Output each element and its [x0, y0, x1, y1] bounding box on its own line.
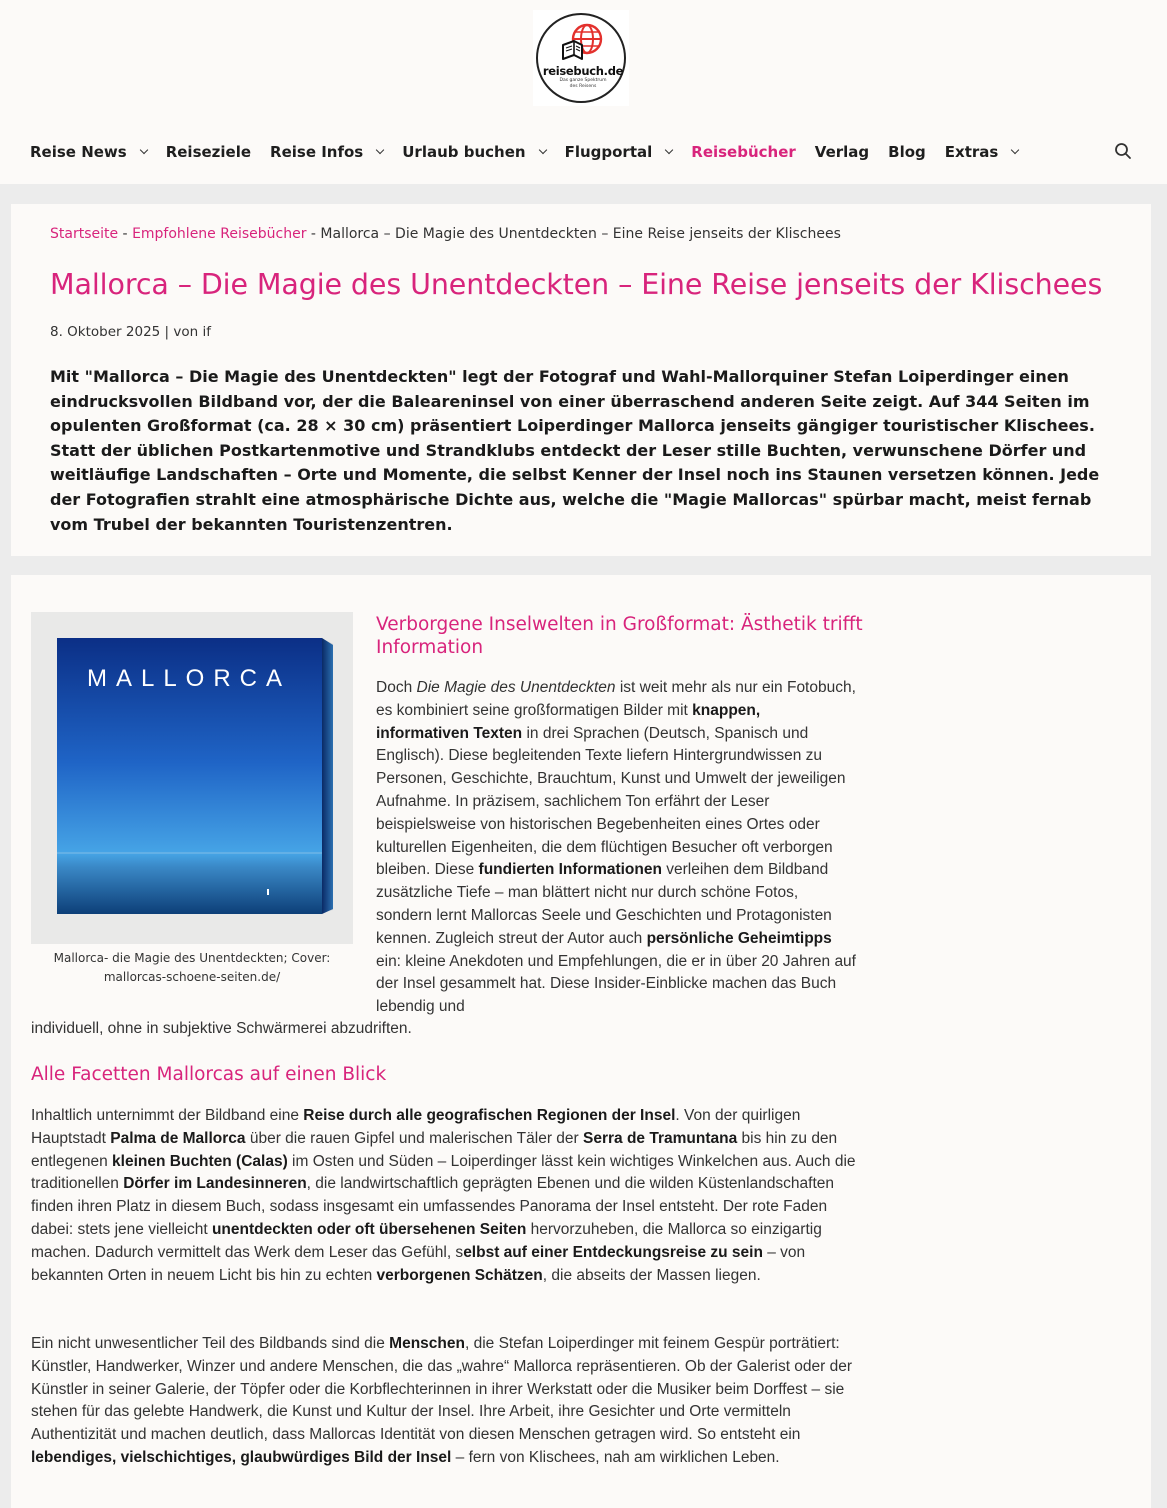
caption-line1: Mallorca- die Magie des Unentdeckten; Cover: — [53, 951, 331, 965]
text-run-bold: unentdeckten oder oft übersehenen Seiten — [211, 1220, 527, 1238]
article-author[interactable]: if — [202, 324, 211, 340]
breadcrumb-current: Mallorca – Die Magie des Unentdeckten – Eine Reise jenseits der Klischees — [320, 226, 841, 242]
text-run: , die abseits der Massen liegen. — [542, 1266, 761, 1284]
section1-paragraph — [376, 677, 856, 1019]
breadcrumb-separator: - — [118, 226, 133, 242]
nav-item-flugportal[interactable] — [565, 143, 673, 161]
nav-label: Urlaub buchen — [402, 143, 526, 161]
text-run-bold: Serra de Tramuntana — [583, 1129, 738, 1147]
logo-tagline — [538, 78, 628, 89]
text-run-bold: Dörfer im Landesinneren — [123, 1175, 307, 1193]
chevron-down-icon[interactable] — [665, 146, 673, 154]
figure-caption — [31, 949, 353, 987]
nav-item-reise-news[interactable] — [30, 143, 147, 161]
nav-item-reiseziele[interactable] — [166, 143, 251, 161]
book-cover-figure — [31, 612, 353, 944]
breadcrumb — [50, 226, 841, 242]
text-run-bold: elbst auf einer Entdeckungsreise zu sein — [463, 1243, 763, 1261]
text-run: – von bekannten Orten in neuem Licht bis hin zu echten — [31, 1243, 806, 1284]
section2-paragraph-1 — [31, 1105, 861, 1287]
text-run: , die Stefan Loiperdinger mit feinem Gespür porträtiert: Künstler, Handwerker, Winzer und andere Menschen, die das „wahre“ Mallorca repräsentieren. Ob der Galerist oder der Künstler in seiner Galerie, der Töpfer oder die Korbflechterinnen in ihrer Werkstatt oder die Musiker beim Dorffest – sie stehen für das gelebte Handwerk, die Kunst und Kultur der Insel. Ihre Arbeit, ihre Gesichter und Orte vermitteln Authentizität und machen deutlich, dass Mallorcas Identität von diesen Menschen getragen wird. So entsteht ein — [31, 1335, 853, 1444]
nav-item-reise-infos[interactable] — [270, 143, 383, 161]
article-lead: Mit "Mallorca – Die Magie des Unentdeckten" legt der Fotograf und Wahl-Mallorquiner Stefan Loiperdinger einen eindrucksvollen Bildband vor, der die Baleareninsel von einer überraschend anderen Seite zeigt. Auf 344 Seiten im opulenten Großformat (ca. 28 × 30 cm) präsentiert Loiperdinger Mallorca jenseits gängiger touristischer Klischees. Statt der üblichen Postkartenmotive und Strandklubs entdeckt der Leser stille Buchten, verwunschene Dörfer und weitläufige Landschaften – Orte und Momente, die selbst Kenner der Insel noch ins Staunen versetzen können. Jede der Fotografien strahlt eine atmosphärische Dichte aus, welche die "Magie Mallorcas" spürbar macht, meist fernab vom Trubel der bekannten Touristenzentren. — [50, 367, 1100, 534]
text-run: – fern von Klischees, nah am wirklichen Leben. — [451, 1448, 780, 1466]
text-run-bold: verborgenen Schätzen — [376, 1266, 543, 1284]
article-date: 8. Oktober 2025 — [50, 324, 161, 340]
logo-name: reisebuch.de — [542, 64, 624, 78]
text-run-italic: Die Magie des Unentdeckten — [416, 679, 616, 696]
caption-line2: mallorcas-schoene-seiten.de/ — [103, 970, 281, 984]
text-run: Inhaltlich unternimmt der Bildband eine — [31, 1107, 304, 1124]
text-run: ein: kleine Anekdoten und Empfehlungen, die er in über 20 Jahren auf der Insel gesammelt hat. Diese Insider-Einblicke machen das Buch lebendig und — [376, 952, 856, 1016]
text-run: verleihen dem Bildband zusätzliche Tiefe – man blättert nicht nur durch schöne Fotos, sondern lernt Mallorcas Seele und Geschichten und Protagonisten kennen. Zugleich streut der Autor auch — [376, 861, 832, 947]
nav-label: Verlag — [814, 143, 870, 161]
section-heading-facetten: Alle Facetten Mallorcas auf einen Blick — [31, 1064, 387, 1085]
text-run-bold: Palma de Mallorca — [110, 1129, 246, 1147]
text-run: im Osten und Süden – Loiperdinger lässt kein wichtiges Winkelchen aus. Auch die traditionellen — [31, 1152, 856, 1193]
nav-label: Reiseziele — [165, 143, 252, 161]
nav-item-urlaub-buchen[interactable] — [402, 143, 545, 161]
breadcrumb-category-link[interactable]: Empfohlene Reisebücher — [132, 226, 307, 242]
chevron-down-icon[interactable] — [538, 146, 546, 154]
globe-book-icon — [560, 23, 606, 63]
logo-tagline-line2: des Reisens — [569, 83, 597, 89]
text-run: . Von der quirligen Hauptstadt — [31, 1107, 801, 1147]
section-heading-inselwelten: Verborgene Inselwelten in Großformat: Ästhetik trifft Information — [376, 614, 863, 658]
section2-paragraph-2 — [31, 1333, 861, 1470]
text-run-bold: persönliche Geheimtipps — [646, 929, 832, 947]
section1-paragraph-end: individuell, ohne in subjektive Schwärmerei abzudriften. — [31, 1020, 412, 1037]
search-icon[interactable] — [1114, 142, 1132, 160]
main-navigation — [30, 142, 1037, 162]
text-run-bold: Reise durch alle geografischen Regionen der Insel — [303, 1107, 676, 1124]
text-run: Ein nicht unwesentlicher Teil des Bildbands sind die — [31, 1335, 390, 1352]
text-run-bold: Menschen — [389, 1335, 465, 1352]
text-run: über die rauen Gipfel und malerischen Täler der — [245, 1129, 584, 1147]
text-run: ist weit mehr als nur ein Fotobuch, es kombiniert seine großformatigen Bilder mit — [376, 679, 856, 719]
logo-tagline-line1: Das ganze Spektrum — [559, 78, 607, 83]
nav-item-verlag[interactable] — [815, 143, 869, 161]
text-run-bold: lebendiges, vielschichtiges, glaubwürdiges Bild der Insel — [31, 1448, 452, 1466]
breadcrumb-home-link[interactable]: Startseite — [50, 226, 119, 242]
site-logo[interactable] — [533, 10, 629, 106]
nav-label: Extras — [944, 143, 999, 161]
text-run: bis hin zu den entlegenen — [31, 1129, 838, 1170]
text-run: in drei Sprachen (Deutsch, Spanisch und Englisch). Diese begleitenden Texte liefern Hintergrundwissen zu Personen, Geschichte, Brauchtum, Kunst und Umwelt der jeweiligen Aufnahme. In präzisem, sachlichem Ton erfährt der Leser beispielsweise von historischen Begebenheiten eines Ortes oder kulturellen Eigenheiten, die dem flüchtigen Besucher oft verborgen bleiben. Diese — [376, 724, 846, 879]
book-cover-title: MALLORCA — [86, 665, 292, 692]
logo-badge — [536, 13, 626, 103]
nav-label: Reise Infos — [270, 143, 364, 161]
nav-item-extras[interactable] — [945, 143, 1019, 161]
meta-separator: | von — [160, 324, 203, 340]
chevron-down-icon[interactable] — [139, 146, 147, 154]
text-run-bold: kleinen Buchten (Calas) — [112, 1152, 288, 1170]
text-run: hervorzuheben, die Mallorca so einzigartig machen. Dadurch vermittelt das Werk dem Leser das Gefühl, s — [31, 1220, 822, 1261]
article-header-card — [11, 204, 1151, 556]
text-run: , die landwirtschaftlich geprägten Ebenen und die wilden Küstenlandschaften finden ihren Platz in diesem Buch, sodass insgesamt ein umfassendes Panorama der Insel entsteht. Der rote Faden dabei: stets jene vielleicht — [31, 1175, 835, 1238]
nav-label: Reisebücher — [691, 143, 796, 161]
nav-item-reisebuecher[interactable] — [691, 143, 796, 161]
nav-item-blog[interactable] — [888, 143, 926, 161]
breadcrumb-separator: - — [306, 226, 321, 242]
chevron-down-icon[interactable] — [1011, 146, 1019, 154]
nav-label: Blog — [888, 143, 926, 161]
site-header — [0, 0, 1167, 184]
nav-label: Flugportal — [564, 143, 653, 161]
article-title: Mallorca – Die Magie des Unentdeckten – Eine Reise jenseits der Klischees — [50, 268, 1103, 301]
article-meta — [50, 324, 211, 340]
text-run: Doch — [376, 679, 417, 696]
book-cover-image — [31, 612, 353, 944]
text-run-bold: fundierten Informationen — [478, 861, 662, 879]
nav-label: Reise News — [30, 143, 127, 161]
text-run-bold: knappen, informativen Texten — [376, 701, 761, 742]
chevron-down-icon[interactable] — [376, 146, 384, 154]
article-body-card — [11, 575, 1151, 1508]
